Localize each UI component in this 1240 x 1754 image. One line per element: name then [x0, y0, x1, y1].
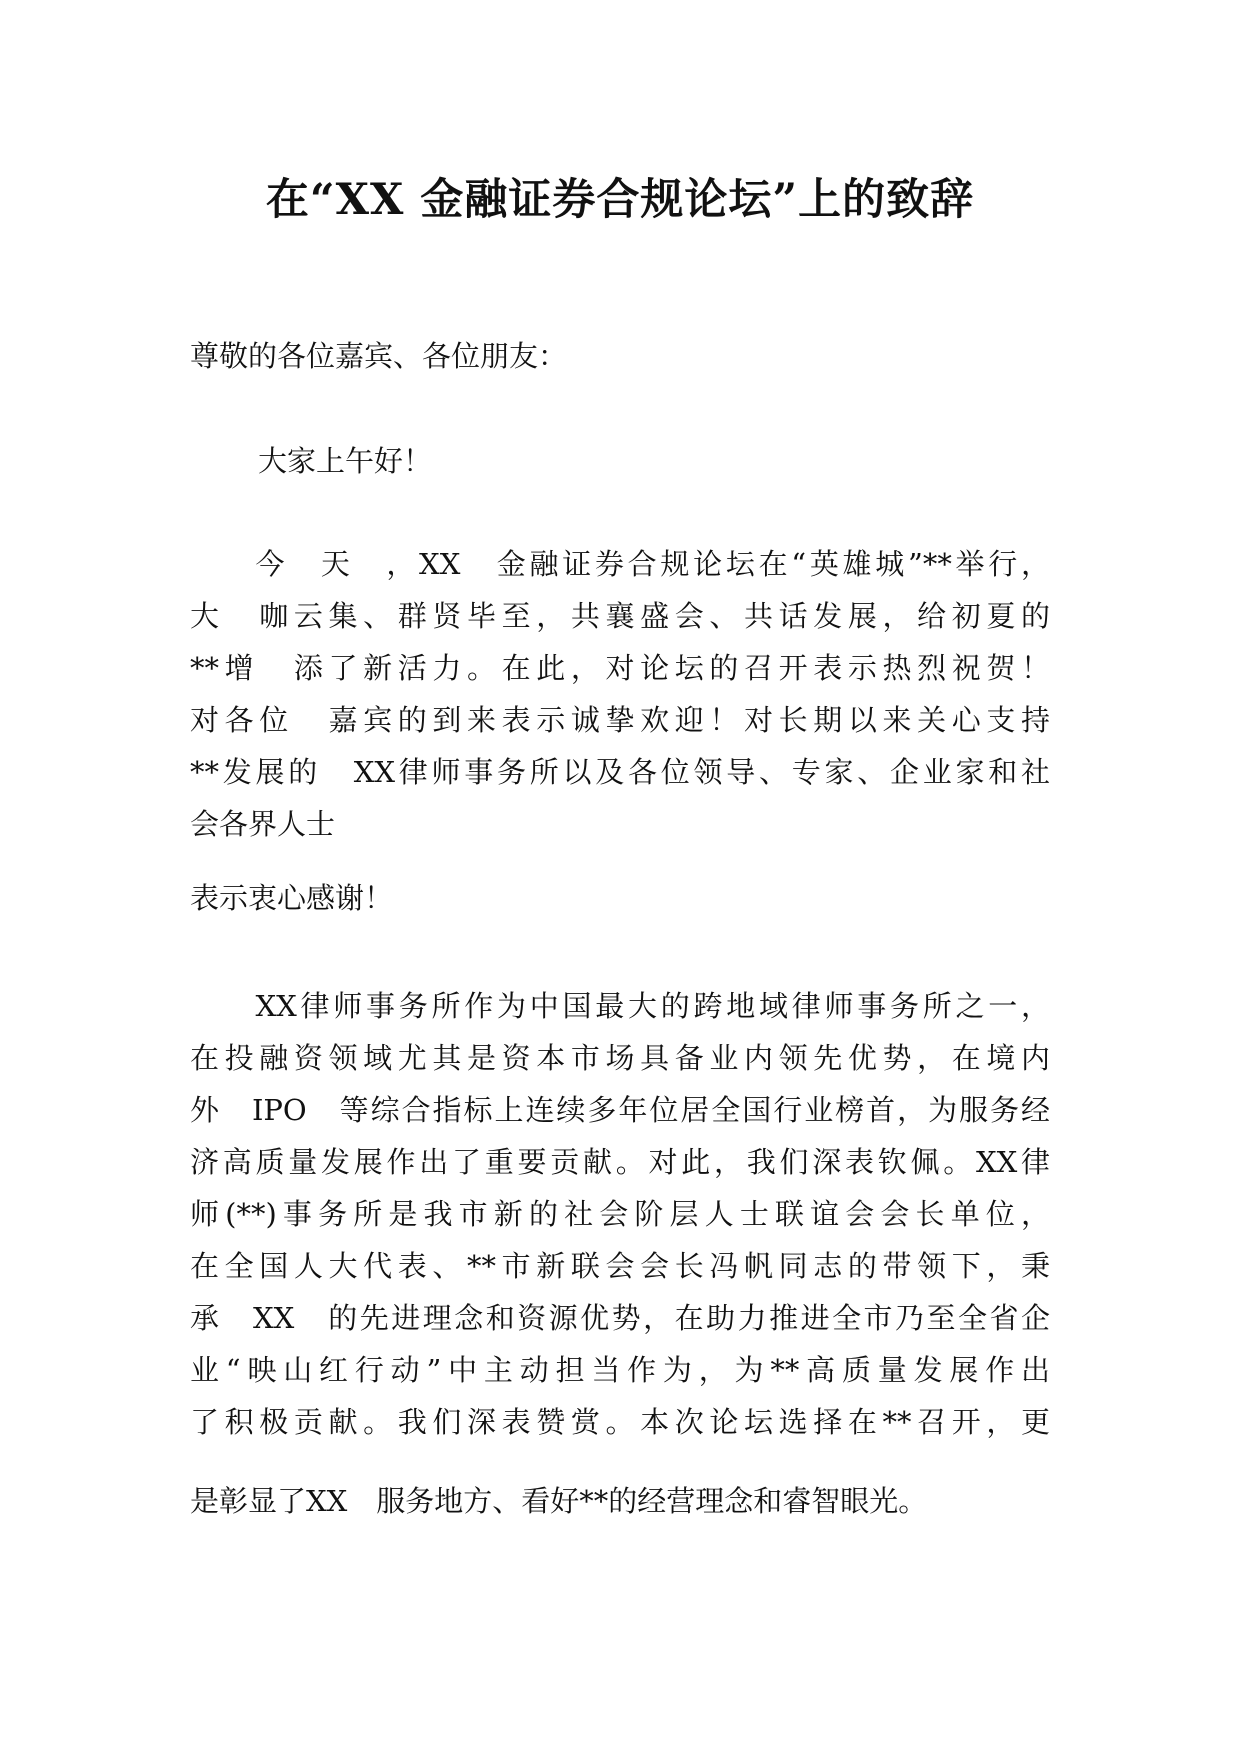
paragraph-1-line: 对各位 嘉宾的到来表示诚挚欢迎！对长期以来关心支持 — [190, 703, 1050, 737]
document-title: 在“XX 金融证券合规论坛”上的致辞 — [265, 175, 975, 225]
paragraph-1-tail: 表示衷心感谢！ — [190, 881, 394, 915]
paragraph-2-line: 业“映山红行动”中主动担当作为，为**高质量发展作出 — [190, 1353, 1050, 1387]
paragraph-2 — [190, 980, 1050, 1448]
paragraph-1-line: **发展的 XX律师事务所以及各位领导、专家、企业家和社 — [190, 755, 1050, 789]
paragraph-2-tail: 是彰显了XX 服务地方、看好**的经营理念和睿智眼光。 — [190, 1484, 928, 1518]
paragraph-1-line: 大 咖云集、群贤毕至，共襄盛会、共话发展，给初夏的 — [190, 599, 1050, 633]
paragraph-1-line: **增 添了新活力。在此，对论坛的召开表示热烈祝贺！ — [190, 651, 1050, 685]
paragraph-2-line: 了积极贡献。我们深表赞赏。本次论坛选择在**召开，更 — [190, 1405, 1050, 1439]
paragraph-2-line: 在投融资领域尤其是资本市场具备业内领先优势，在境内 — [190, 1041, 1050, 1075]
paragraph-1 — [190, 538, 1050, 850]
paragraph-1-line: 今 天 ，XX 金融证券合规论坛在“英雄城”**举行， — [190, 547, 1050, 581]
paragraph-2-line: 济高质量发展作出了重要贡献。对此，我们深表钦佩。XX律 — [190, 1145, 1050, 1179]
paragraph-2-line: 在全国人大代表、**市新联会会长冯帆同志的带领下，秉 — [190, 1249, 1050, 1283]
paragraph-2-line: 承 XX 的先进理念和资源优势，在助力推进全市乃至全省企 — [190, 1301, 1050, 1335]
greeting: 大家上午好！ — [258, 444, 433, 478]
paragraph-2-line: 外 IPO 等综合指标上连续多年位居全国行业榜首，为服务经 — [190, 1093, 1050, 1127]
paragraph-2-line: XX律师事务所作为中国最大的跨地域律师事务所之一， — [190, 989, 1050, 1023]
paragraph-1-line: 会各界人士 — [190, 807, 336, 841]
salutation: 尊敬的各位嘉宾、各位朋友： — [190, 339, 568, 373]
paragraph-2-line: 师(**)事务所是我市新的社会阶层人士联谊会会长单位， — [190, 1197, 1050, 1231]
